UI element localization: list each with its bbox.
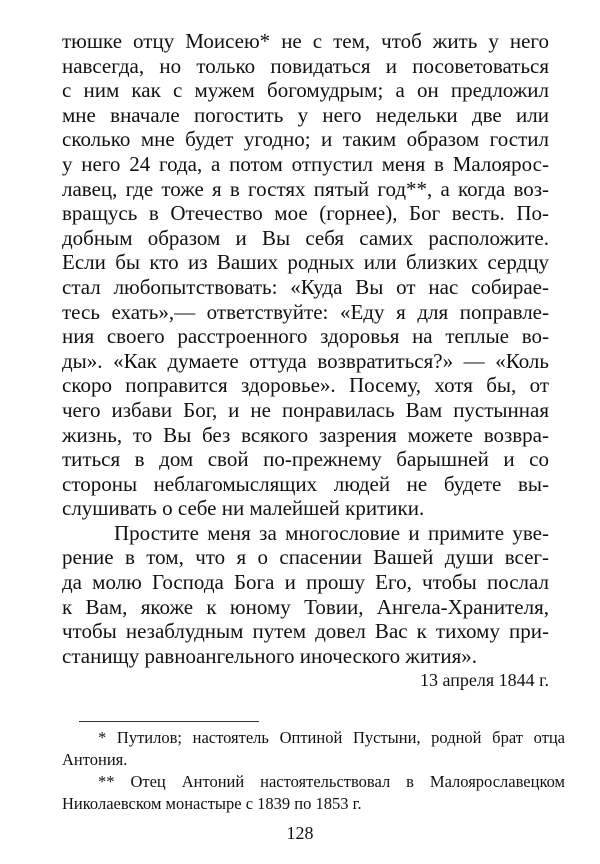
- text-line: ды». «Как думаете оттуда возвратиться?» — «Коль: [62, 348, 549, 373]
- text-line: Если бы кто из Ваших родных или близких сердцу: [62, 250, 549, 275]
- footnote-line: ** Отец Антоний настоятельствовал в Малоярославецком: [98, 772, 565, 791]
- text-line: ния своего расстроенного здоровья на теплые во-: [62, 324, 549, 349]
- letter-date: 13 апреля 1844 г.: [420, 670, 549, 691]
- text-line: слушивать о себе ни малейшей критики.: [62, 496, 425, 521]
- text-line: сколько мне будет угодно; и таким образом гостил: [62, 127, 549, 152]
- text-line: чтобы незаблудным путем довел Вас к тихому при-: [62, 619, 549, 644]
- text-line: скоро поправится здоровье». Посему, хотя бы, от: [62, 373, 549, 398]
- text-line: вращусь в Отечество мое (горнее), Бог весть. По-: [62, 201, 549, 226]
- text-line: чего избави Бог, и не понравилась Вам пустынная: [62, 397, 549, 422]
- text-line: с ним как с мужем богомудрым; а он предложил: [62, 78, 549, 103]
- text-line: да молю Господа Бога и прошу Его, чтобы послал: [62, 570, 549, 595]
- text-line: мне вначале погостить у него недельки две или: [62, 102, 549, 127]
- text-line: рение в том, что я о спасении Вашей души всег-: [62, 545, 549, 570]
- page-number: 128: [286, 823, 314, 843]
- text-line: лавец, где тоже я в гостях пятый год**, а когда воз-: [62, 176, 549, 201]
- text-line: стороны неблагомыслящих людей не будете вы-: [62, 471, 549, 496]
- text-line: навсегда, но только повидаться и посоветоваться: [62, 53, 549, 78]
- footnote-divider: [79, 721, 259, 722]
- text-line: тюшке отцу Моисею* не с тем, чтоб жить у него: [62, 29, 549, 53]
- footnote-line: * Путилов; настоятель Оптиной Пустыни, родной брат отца: [98, 728, 565, 747]
- text-line: тесь ехать»,— ответствуйте: «Еду я для поправле-: [62, 299, 549, 324]
- footnotes: [62, 727, 565, 815]
- footnote-line: Николаевском монастыре с 1839 по 1853 г.: [62, 794, 362, 813]
- text-line: к Вам, якоже к юному Товии, Ангела-Хранителя,: [62, 594, 549, 619]
- text-line: жизнь, то Вы без всякого зазрения можете возвра-: [62, 422, 549, 447]
- body-text: [62, 29, 549, 693]
- text-line: у него 24 года, а потом отпустил меня в Малоярос-: [62, 151, 549, 176]
- text-line: Простите меня за многословие и примите уве-: [114, 520, 549, 545]
- text-line: станищу равноангельного иноческого жития».: [62, 643, 478, 668]
- text-line: титься в дом свой по-прежнему барышней и со: [62, 447, 549, 472]
- text-line: добным образом и Вы себя самих расположите.: [62, 225, 549, 250]
- text-line: стал любопытствовать: «Куда Вы от нас собирае-: [62, 274, 549, 299]
- footnote-line: Антония.: [62, 750, 128, 769]
